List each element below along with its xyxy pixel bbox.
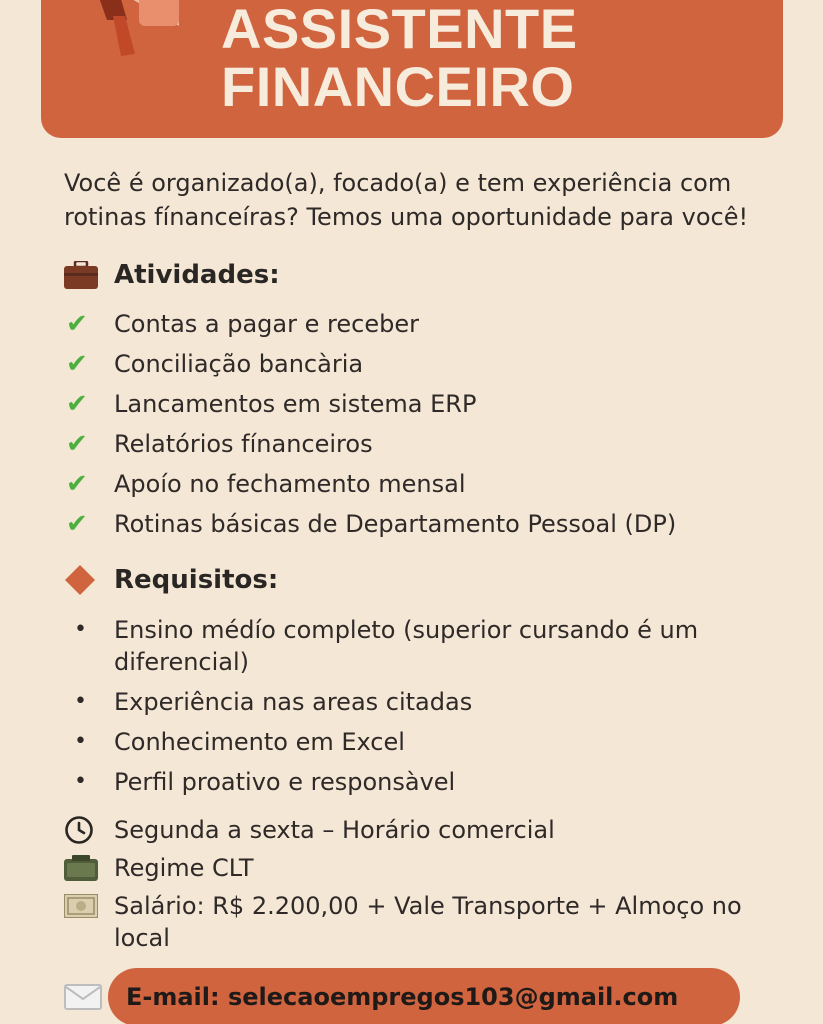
regime-text: Regime CLT [114,854,254,882]
schedule-row [64,814,804,846]
check-icon: ✔ [66,509,88,539]
list-item [64,508,804,540]
bullet-icon: • [74,689,87,714]
regime-row [64,852,804,884]
email-text[interactable]: E-mail: selecaoempregos103@gmail.com [126,983,679,1011]
list-item [64,308,804,340]
title-line-1: ASSISTENTE [221,0,578,60]
page-title [221,0,578,116]
job-info [64,814,804,960]
list-item [64,726,704,758]
megaphone-icon [69,0,189,66]
schedule-text: Segunda a sexta – Horário comercial [114,816,555,844]
list-item-text: Conciliação bancària [114,350,364,378]
atividades-heading-label: Atividades: [114,260,280,290]
list-item [64,686,704,718]
check-icon: ✔ [66,429,88,459]
list-item-text: Conhecimento em Excel [114,728,405,756]
check-icon: ✔ [66,309,88,339]
salary-text: Salário: R$ 2.200,00 + Vale Transporte + Almoço no local [114,892,742,952]
list-item-text: Apoío no fechamento mensal [114,470,466,498]
salary-row [64,890,804,954]
requisitos-heading [64,564,278,596]
bullet-icon: • [74,617,87,642]
list-item-text: Relatórios fínanceiros [114,430,373,458]
list-item [64,614,704,678]
diamond-icon [64,564,102,596]
list-item-text: Lancamentos em sistema ERP [114,390,477,418]
list-item [64,388,804,420]
list-item-text: Rotinas básicas de Departamento Pessoal (DP) [114,510,677,538]
requisitos-list [64,614,704,806]
check-icon: ✔ [66,349,88,379]
briefcase-icon [64,261,102,289]
atividades-list [64,308,804,548]
requisitos-heading-label: Requisitos: [114,565,279,595]
email-contact-link[interactable] [108,968,740,1024]
cash-register-icon [64,852,114,884]
title-line-2: FINANCEIRO [221,55,575,118]
list-item [64,766,704,798]
list-item [64,468,804,500]
list-item-text: Ensino médío completo (superior cursando é um diferencial) [114,616,699,676]
banknote-icon [64,890,114,922]
list-item-text: Experiência nas areas citadas [114,688,473,716]
list-item [64,348,804,380]
bullet-icon: • [74,769,87,794]
bullet-icon: • [74,729,87,754]
envelope-icon [64,984,102,1010]
check-icon: ✔ [66,469,88,499]
list-item-text: Contas a pagar e receber [114,310,419,338]
clock-icon [64,814,114,846]
atividades-heading [64,260,280,290]
list-item [64,428,804,460]
intro-text: Você é organizado(a), focado(a) e tem experiência com rotinas fínanceíras? Temos uma oportunidade para você! [64,169,749,231]
header-banner [41,0,783,138]
check-icon: ✔ [66,389,88,419]
list-item-text: Perfil proativo e responsàvel [114,768,456,796]
